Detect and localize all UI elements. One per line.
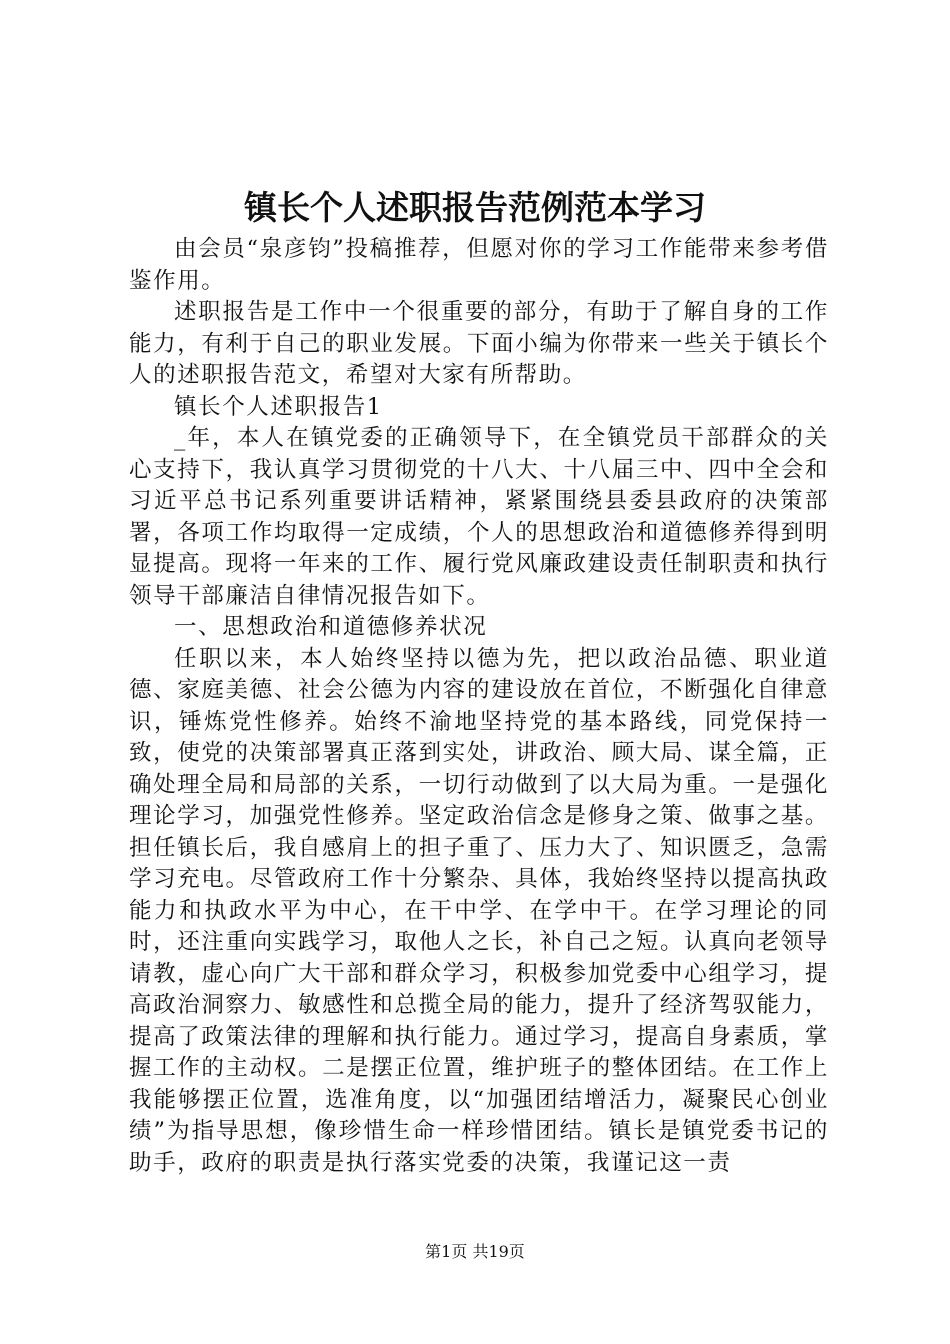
section-heading-political: 一、思想政治和道德修养状况 — [174, 614, 488, 640]
paragraph-political-body: 任职以来，本人始终坚持以德为先，把以政治品德、职业道德、家庭美德、社会公德为内容的建设放在首位，不断强化自律意识，锤炼党性修养。始终不渝地坚持党的基本路线，同党保持一致，使党的决策部署真正落到实处，讲政治、顾大局、谋全篇，正确处理全局和局部的关系，一切行动做到了以大局为重。一是强化理论学习，加强党性修养。坚定政治信念是修身之策、做事之基。担任镇长后，我自感肩上的担子重了、压力大了、知识匮乏，急需学习充电。尽管政府工作十分繁杂、具体，我始终坚持以提高执政能力和执政水平为中心，在干中学、在学中干。在学习理论的同时，还注重向实践学习，取他人之长，补自己之短。认真向老领导请教，虚心向广大干部和群众学习，积极参加党委中心组学习，提高政治洞察力、敏感性和总揽全局的能力，提升了经济驾驭能力，提高了政策法律的理解和执行能力。通过学习，提高自身素质，掌握工作的主动权。二是摆正位置，维护班子的整体团结。在工作上我能够摆正位置，选准角度，以“加强团结增活力，凝聚民心创业绩”为指导思想，像珍惜生命一样珍惜团结。镇长是镇党委书记的助手，政府的职责是执行落实党委的决策，我谨记这一责 — [129, 645, 829, 1176]
section-heading-report-1: 镇长个人述职报告1 — [174, 393, 383, 420]
paragraph-description: 述职报告是工作中一个很重要的部分，有助于了解自身的工作能力，有利于自己的职业发展。下面小编为你带来一些关于镇长个人的述职报告范文，希望对大家有所帮助。 — [129, 299, 829, 388]
document-body — [129, 234, 829, 1179]
page-title: 镇长个人述职报告范例范本学习 — [244, 188, 706, 227]
paragraph-summary: _年，本人在镇党委的正确领导下，在全镇党员干部群众的关心支持下，我认真学习贯彻党的十八大、十八届三中、四中全会和习近平总书记系列重要讲话精神，紧紧围绕县委县政府的决策部署，各项工作均取得一定成绩，个人的思想政治和道德修养得到明显提高。现将一年来的工作、履行党风廉政建设责任制职责和执行领导干部廉洁自律情况报告如下。 — [129, 425, 829, 609]
paragraph-intro: 由会员“泉彦钧”投稿推荐，但愿对你的学习工作能带来参考借鉴作用。 — [129, 236, 829, 294]
page-number-footer: 第1页 共19页 — [425, 1242, 525, 1261]
